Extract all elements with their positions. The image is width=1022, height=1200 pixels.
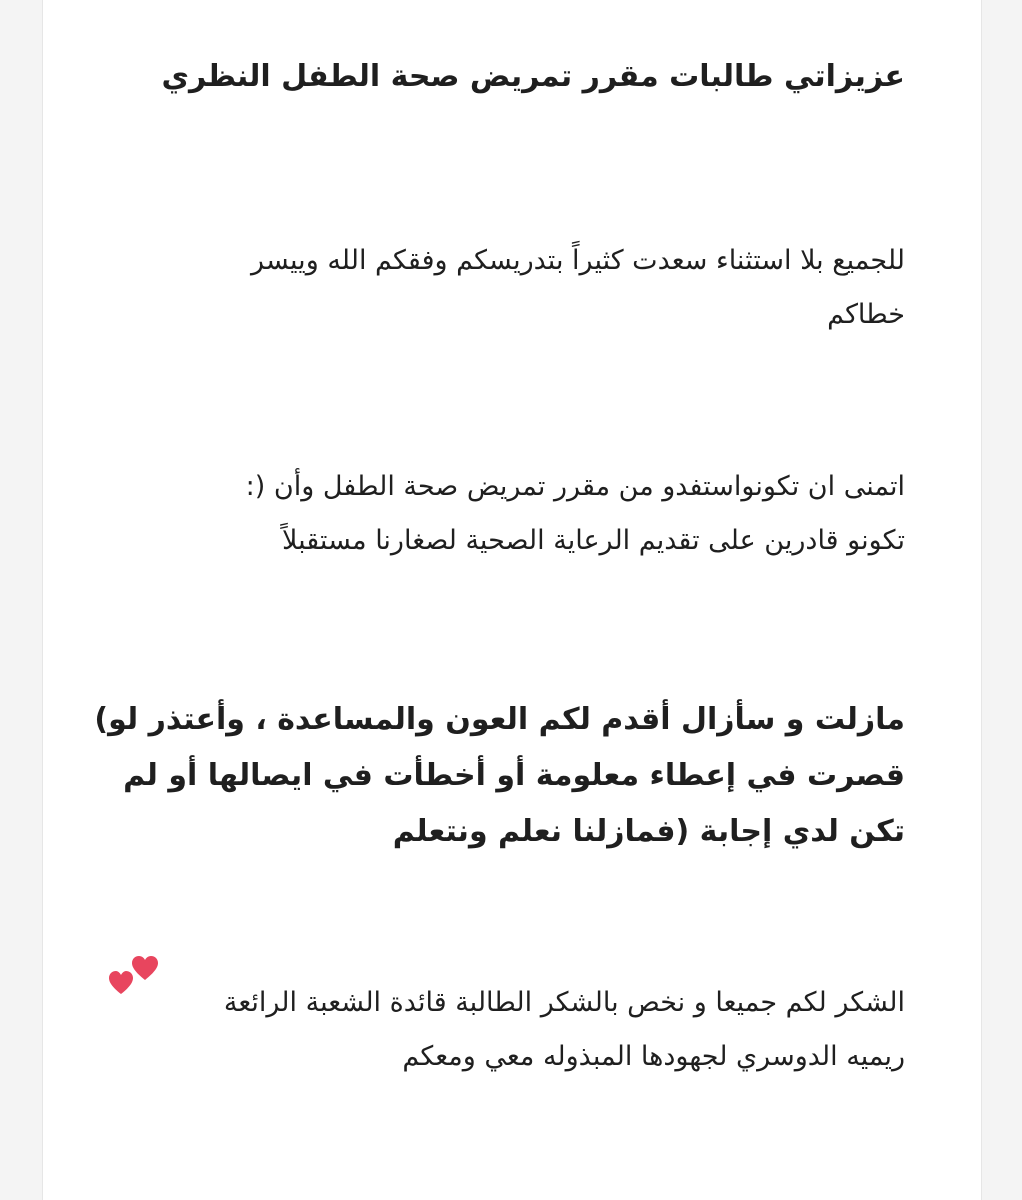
- paragraph-line: قصرت في إعطاء معلومة أو أخطأت في ايصالها أو لم: [123, 758, 905, 793]
- message-body: [94, 0, 905, 1200]
- paragraph-acknowledgement: [103, 976, 905, 1084]
- document-page: [42, 0, 982, 1200]
- page-title: عزيزاتي طالبات مقرر تمريض صحة الطفل النظري: [161, 59, 905, 94]
- paragraph-line: للجميع بلا استثناء سعدت كثيراً بتدريسكم وفقكم الله وييسر: [251, 245, 905, 276]
- paragraph-line: تكونو قادرين على تقديم الرعاية الصحية لصغارنا مستقبلاً: [282, 525, 905, 556]
- paragraph-line: ريميه الدوسري لجهودها المبذوله معي ومعكم: [402, 1041, 905, 1072]
- heart-large-icon: [132, 956, 158, 980]
- paragraph-line: اتمنى ان تكونواستفدو من مقرر تمريض صحة الطفل وأن (:: [245, 471, 905, 502]
- two-hearts-icon: [105, 954, 163, 998]
- paragraph-line: خطاكم: [827, 299, 905, 330]
- paragraph-line: الشكر لكم جميعا و نخص بالشكر الطالبة قائدة الشعبة الرائعة: [223, 987, 905, 1018]
- paragraph-apology: [94, 692, 905, 860]
- paragraph-line: تكن لدي إجابة (فمازلنا نعلم ونتعلم: [392, 814, 905, 849]
- paragraph-line: مازلت و سأزال أقدم لكم العون والمساعدة ، وأعتذر لو): [94, 702, 905, 737]
- heart-small-icon: [109, 971, 133, 994]
- paragraph-thanks: [103, 234, 905, 342]
- paragraph-wishes: [103, 460, 905, 568]
